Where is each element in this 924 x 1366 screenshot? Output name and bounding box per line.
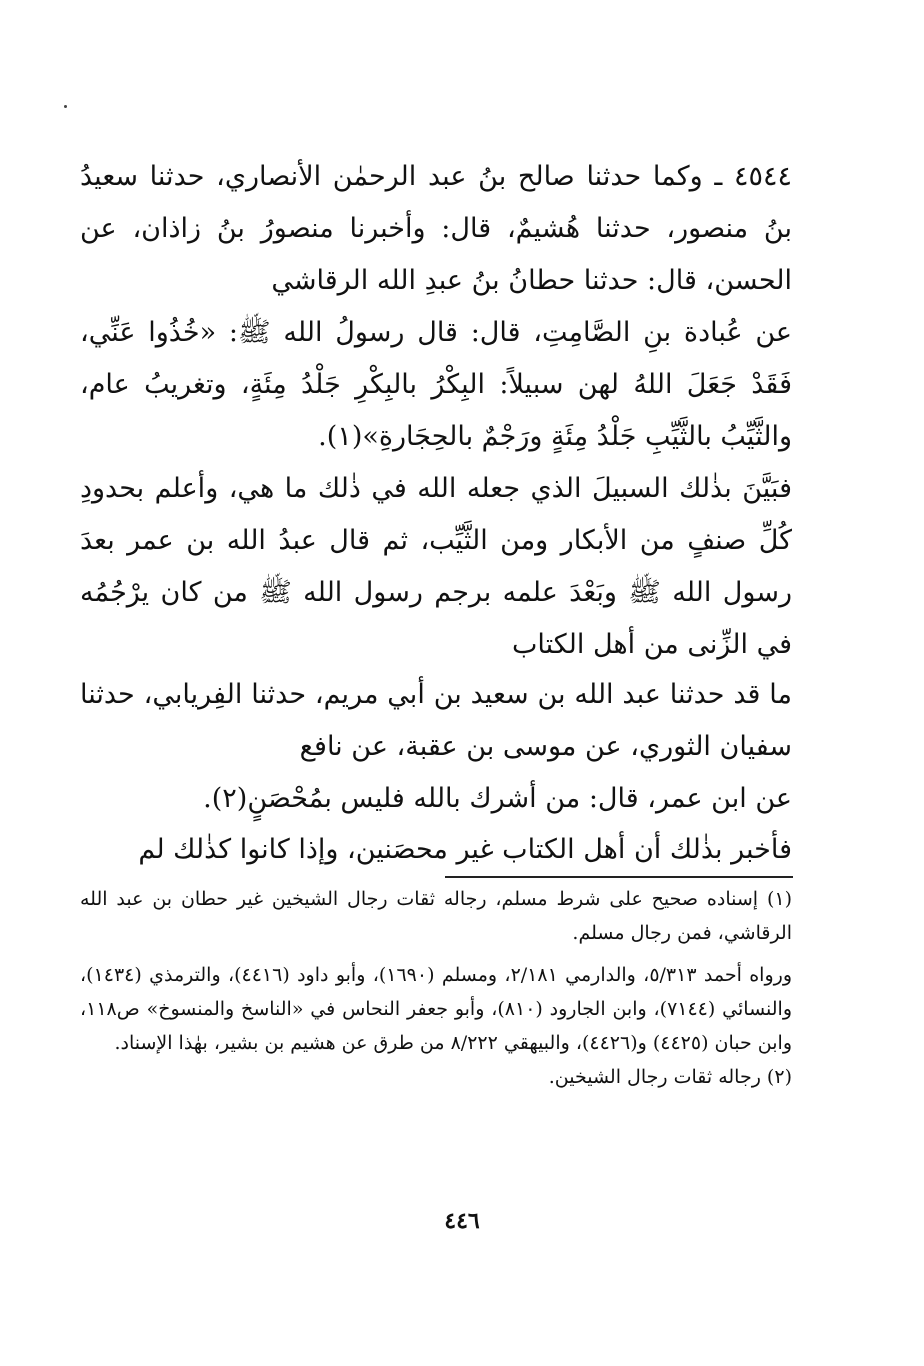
conclusion-paragraph: فأخبر بذٰلك أن أهل الكتاب غير محصَنين، وإذا كانوا كذٰلك لم <box>138 834 792 865</box>
scan-speck <box>64 105 67 108</box>
footnotes <box>80 882 792 1094</box>
footnote-1: (١) إسناده صحيح على شرط مسلم، رجاله ثقات رجال الشيخين غير حطان بن عبد الله الرقاشي، فمن رجال مسلم. <box>80 888 792 944</box>
report-paragraph: عن ابن عمر، قال: من أشرك بالله فليس بمُحْصَنٍ(٢). <box>203 783 792 814</box>
page-number: ٤٤٦ <box>444 1208 480 1234</box>
hadith-paragraph-isnad: ٤٥٤٤ ـ وكما حدثنا صالح بنُ عبد الرحمٰن الأنصاري، حدثنا سعيدُ بنُ منصور، حدثنا هُشيمٌ، قال: وأخبرنا منصورُ بنُ زاذان، عن الحسن، قال: حدثنا حطانُ بنُ عبدِ الله الرقاشي <box>80 161 792 296</box>
footnote-1-continued: ورواه أحمد ٥/٣١٣، والدارمي ٢/١٨١، ومسلم (١٦٩٠)، وأبو داود (٤٤١٦)، والترمذي (١٤٣٤)، والنسائي (٧١٤٤)، وابن الجارود (٨١٠)، وأبو جعفر النحاس في «الناسخ والمنسوخ» ص١١٨، وابن حبان (٤٤٢٥) و(٤٤٢٦)، والبيهقي ٨/٢٢٢ من طرق عن هشيم بن بشير، بهٰذا الإسناد. <box>80 964 792 1054</box>
hadith-paragraph-matn: عن عُبادة بنِ الصَّامِتِ، قال: قال رسولُ الله ﷺ: «خُذُوا عَنِّي، فَقَدْ جَعَلَ اللهُ لهن سبيلاً: البِكْرُ بالبِكْرِ جَلْدُ مِئَةٍ، وتغريبُ عام، والثَّيِّبُ بالثَّيِّبِ جَلْدُ مِئَةٍ ورَجْمٌ بالحِجَارةِ»(١). <box>80 317 792 452</box>
footnote-divider <box>445 876 793 878</box>
footnote-2: (٢) رجاله ثقات رجال الشيخين. <box>548 1066 792 1088</box>
chain-paragraph: ما قد حدثنا عبد الله بن سعيد بن أبي مريم، حدثنا الفِريابي، حدثنا سفيان الثوري، عن موسى بن عقبة، عن نافع <box>80 679 792 762</box>
commentary-paragraph: فبَيَّنَ بذٰلك السبيلَ الذي جعله الله في ذٰلك ما هي، وأعلم بحدودِ كُلِّ صنفٍ من الأبكار ومن الثَّيِّب، ثم قال عبدُ الله بن عمر بعدَ رسول الله ﷺ وبَعْدَ علمه برجم رسول الله ﷺ من كان يرْجُمُه في الزِّنى من أهل الكتاب <box>80 473 792 660</box>
